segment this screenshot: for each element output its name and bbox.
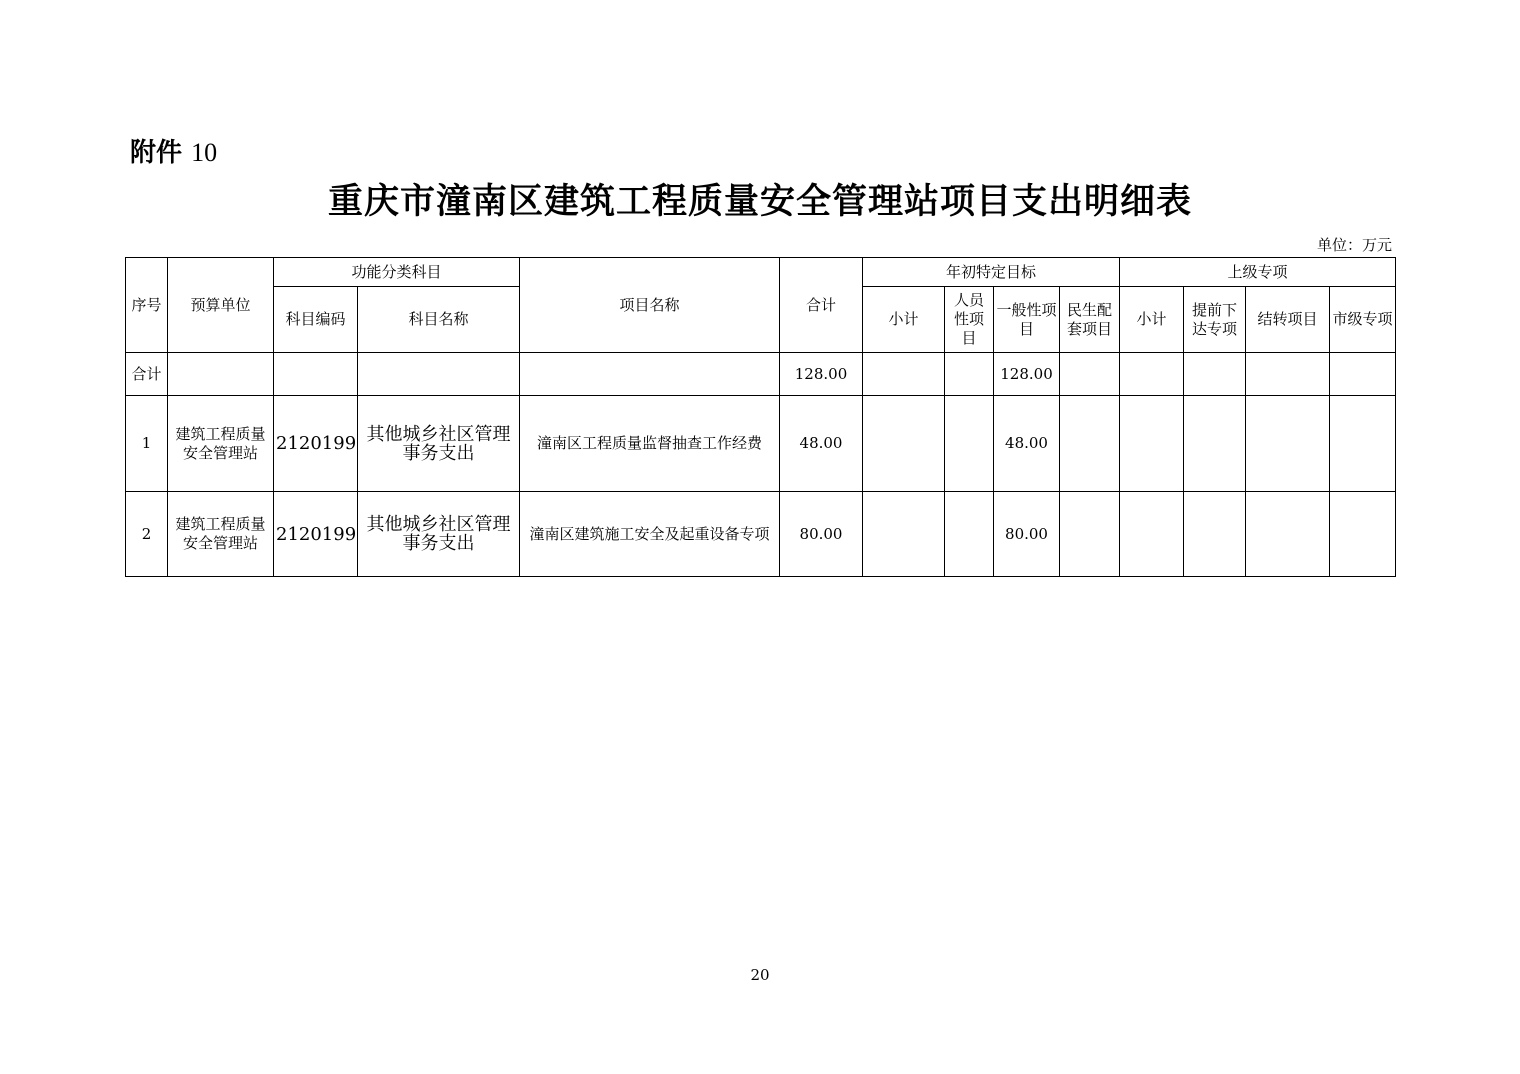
table-row (126, 492, 1396, 577)
row-project-name: 潼南区工程质量监督抽查工作经费 (520, 396, 780, 492)
row-project-name: 潼南区建筑施工安全及起重设备专项 (520, 492, 780, 577)
header-municipal: 市级专项 (1330, 287, 1396, 353)
header-carryover: 结转项目 (1246, 287, 1330, 353)
row-seq: 1 (126, 396, 168, 492)
total-general: 128.00 (994, 353, 1060, 396)
total-label: 合计 (126, 353, 168, 396)
expenditure-table (125, 257, 1396, 577)
header-livelihood: 民生配套项目 (1060, 287, 1120, 353)
row-total: 48.00 (780, 396, 863, 492)
header-advance: 提前下达专项 (1184, 287, 1246, 353)
row-subject-name: 其他城乡社区管理事务支出 (358, 396, 520, 492)
row-general: 48.00 (994, 396, 1060, 492)
total-row (126, 353, 1396, 396)
header-annual-group: 年初特定目标 (863, 258, 1120, 287)
row-total: 80.00 (780, 492, 863, 577)
header-annual-subtotal: 小计 (863, 287, 945, 353)
header-budget-unit: 预算单位 (168, 258, 274, 353)
attachment-label (130, 132, 217, 169)
header-personnel: 人员性项目 (945, 287, 994, 353)
row-general: 80.00 (994, 492, 1060, 577)
header-subject-name: 科目名称 (358, 287, 520, 353)
header-superior-group: 上级专项 (1120, 258, 1396, 287)
row-subject-name: 其他城乡社区管理事务支出 (358, 492, 520, 577)
header-row-1 (126, 258, 1396, 287)
row-budget-unit: 建筑工程质量安全管理站 (168, 396, 274, 492)
header-project-name: 项目名称 (520, 258, 780, 353)
header-subject-code: 科目编码 (274, 287, 358, 353)
page-number: 20 (750, 966, 770, 984)
header-superior-subtotal: 小计 (1120, 287, 1184, 353)
row-budget-unit: 建筑工程质量安全管理站 (168, 492, 274, 577)
unit-label: 单位：万元 (1316, 236, 1392, 254)
header-general: 一般性项目 (994, 287, 1060, 353)
row-subject-code: 2120199 (274, 396, 358, 492)
row-seq: 2 (126, 492, 168, 577)
header-func-group: 功能分类科目 (274, 258, 520, 287)
total-sum: 128.00 (780, 353, 863, 396)
header-total: 合计 (780, 258, 863, 353)
attachment-number: 10 (191, 138, 218, 167)
header-seq: 序号 (126, 258, 168, 353)
page-title: 重庆市潼南区建筑工程质量安全管理站项目支出明细表 (327, 181, 1192, 222)
attachment-text: 附件 (130, 138, 183, 168)
row-subject-code: 2120199 (274, 492, 358, 577)
table-row (126, 396, 1396, 492)
